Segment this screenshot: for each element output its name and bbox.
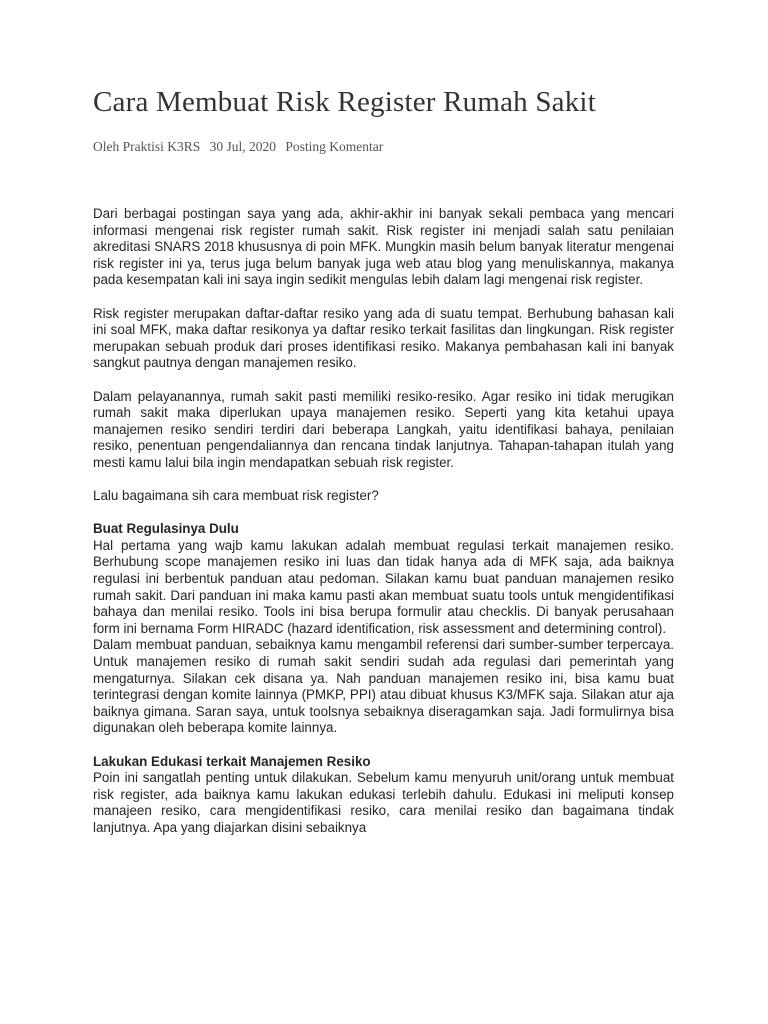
section-heading-education: Lakukan Edukasi terkait Manajemen Resiko (93, 753, 371, 769)
author-label: Oleh Praktisi K3RS (93, 139, 201, 154)
paragraph-regulation-b: Dalam membuat panduan, sebaiknya kamu mengambil referensi dari sumber-sumber terpercaya. Untuk manajemen resiko di rumah sakit sendiri sudah ada regulasi dari pemerintah yang mengaturnya. Silakan cek disana ya. Nah panduan manajemen resiko ini, bisa kamu buat terintegrasi dengan komite lainnya (PMKP, PPI) atau dibuat khusus K3/MFK saja. Silakan atur aja baiknya gimana. Saran saya, untuk toolsnya sebaiknya diseragamkan saja. Jadi formulirnya bisa digunakan oleh beberapa komite lainnya. (93, 637, 674, 736)
paragraph-definition: Risk register merupakan daftar-daftar resiko yang ada di suatu tempat. Berhubung bahasan kali ini soal MFK, maka daftar resikonya ya daftar resiko terkait fasilitas dan lingkungan. Risk register merupakan sebuah produk dari proses identifikasi resiko. Makanya pembahasan kali ini banyak sangkut pautnya dengan manajemen resiko. (93, 305, 674, 371)
post-date: 30 Jul, 2020 (209, 139, 277, 154)
paragraph-regulation-a: Hal pertama yang wajb kamu lakukan adalah membuat regulasi terkait manajemen resiko. Berhubung scope manajemen resiko ini luas dan tidak hanya ada di MFK saja, ada baiknya regulasi ini berbentuk panduan atau pedoman. Silakan kamu buat panduan manajemen resiko rumah sakit. Dari panduan ini maka kamu pasti akan membuat suatu tools untuk mengidentifikasi bahaya dan menilai resiko. Tools ini bisa berupa formulir atau checklis. Di banyak perusahaan form ini bernama Form HIRADC (hazard identification, risk assessment and determining control). (93, 537, 674, 636)
paragraph-education-a: Poin ini sangatlah penting untuk dilakukan. Sebelum kamu menyuruh unit/orang untuk membuat risk register, ada baiknya kamu lakukan edukasi terlebih dahulu. Edukasi ini meliputi konsep manajeen resiko, cara mengidentifikasi resiko, cara menilai resiko dan bagaimana tindak lanjutnya. Apa yang diajarkan disini sebaiknya (93, 770, 674, 835)
article-body (93, 206, 674, 837)
comment-link[interactable]: Posting Komentar (285, 139, 384, 154)
section-heading-regulation: Buat Regulasinya Dulu (93, 521, 239, 537)
paragraph-intro: Dari berbagai postingan saya yang ada, akhir-akhir ini banyak sekali pembaca yang mencari informasi mengenai risk register rumah sakit. Risk register ini menjadi salah satu penilaian akreditasi SNARS 2018 khususnya di poin MFK. Mungkin masih belum banyak literatur mengenai risk register ini ya, terus juga belum banyak juga web atau blog yang menuliskannya, makanya pada kesempatan kali ini saya ingin sedikit mengulas lebih dalam lagi mengenai risk register. (93, 206, 674, 288)
article-title: Cara Membuat Risk Register Rumah Sakit (93, 86, 596, 118)
paragraph-hospital-risk: Dalam pelayanannya, rumah sakit pasti memiliki resiko-resiko. Agar resiko ini tidak merugikan rumah sakit maka diperlukan upaya manajemen resiko. Seperti yang kita ketahui upaya manajemen resiko sendiri terdiri dari beberapa Langkah, yaitu identifikasi bahaya, penilaian resiko, penentuan pengendaliannya dan rencana tindak lanjutnya. Tahapan-tahapan itulah yang mesti kamu lalui bila ingin mendapatkan sebuah risk register. (93, 388, 674, 470)
paragraph-question: Lalu bagaimana sih cara membuat risk register? (93, 488, 379, 504)
article-meta (93, 139, 389, 155)
